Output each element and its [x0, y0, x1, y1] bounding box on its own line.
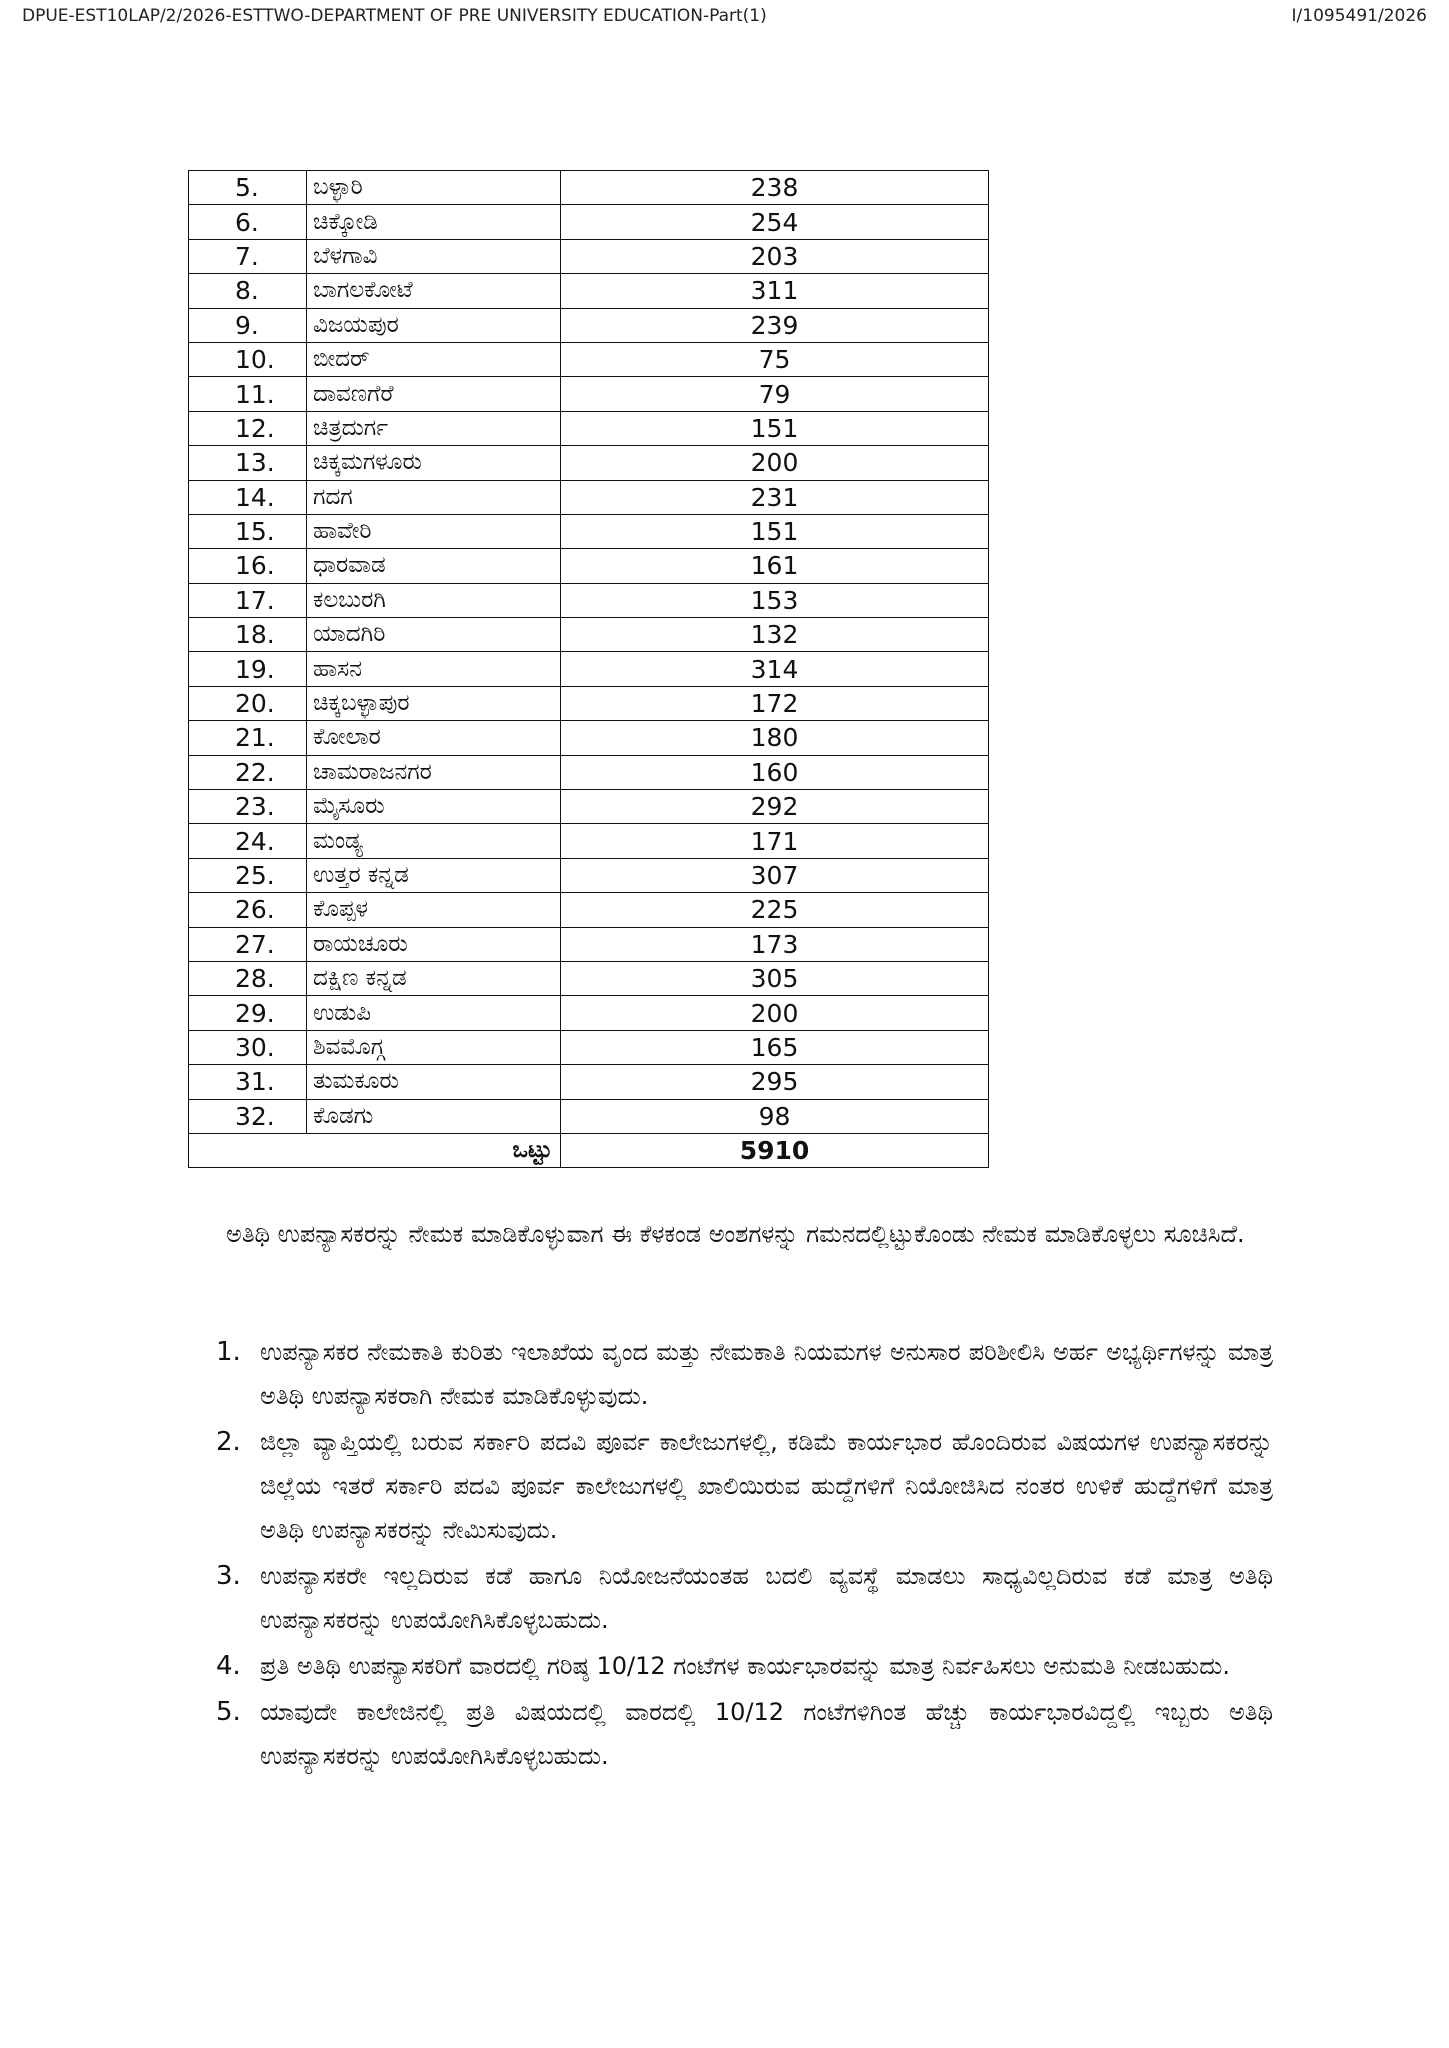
list-item-number: 5.: [216, 1697, 241, 1727]
table-row: [189, 480, 989, 514]
district-name-cell: ಬೀದರ್: [307, 342, 561, 376]
intro-paragraph: [188, 1212, 1273, 1256]
table-row: [189, 893, 989, 927]
serial-number-cell: 12.: [189, 411, 307, 445]
list-item-text: ಜಿಲ್ಲಾ ವ್ಯಾಪ್ತಿಯಲ್ಲಿ ಬರುವ ಸರ್ಕಾರಿ ಪದವಿ ಪೂರ್ವ ಕಾಲೇಜುಗಳಲ್ಲಿ, ಕಡಿಮೆ ಕಾರ್ಯಭಾರ ಹೊಂದಿರುವ ವಿಷಯಗಳ ಉಪನ್ಯಾಸಕರನ್ನು ಜಿಲ್ಲೆಯ ಇತರೆ ಸರ್ಕಾರಿ ಪದವಿ ಪೂರ್ವ ಕಾಲೇಜುಗಳಲ್ಲಿ ಖಾಲಿಯಿರುವ ಹುದ್ದೆಗಳಿಗೆ ನಿಯೋಜಿಸಿದ ನಂತರ ಉಳಿಕೆ ಹುದ್ದೆಗಳಿಗೆ ಮಾತ್ರ ಅತಿಥಿ ಉಪನ್ಯಾಸಕರನ್ನು ನೇಮಿಸುವುದು.: [260, 1428, 1273, 1544]
count-cell: 165: [561, 1030, 989, 1064]
table-row: [189, 411, 989, 445]
table-row: [189, 583, 989, 617]
district-name-cell: ಮೈಸೂರು: [307, 790, 561, 824]
table-row: [189, 342, 989, 376]
count-cell: 305: [561, 961, 989, 995]
serial-number-cell: 16.: [189, 549, 307, 583]
table-row: [189, 618, 989, 652]
count-cell: 160: [561, 755, 989, 789]
district-name-cell: ಚಿಕ್ಕಮಗಳೂರು: [307, 446, 561, 480]
serial-number-cell: 26.: [189, 893, 307, 927]
serial-number-cell: 17.: [189, 583, 307, 617]
serial-number-cell: 7.: [189, 239, 307, 273]
document-reference-header: DPUE-EST10LAP/2/2026-ESTTWO-DEPARTMENT OF PRE UNIVERSITY EDUCATION-Part(1): [22, 6, 767, 26]
table-row: [189, 308, 989, 342]
district-name-cell: ಚಿತ್ರದುರ್ಗ: [307, 411, 561, 445]
list-item: [188, 1330, 1273, 1418]
district-name-cell: ಮಂಡ್ಯ: [307, 824, 561, 858]
count-cell: 254: [561, 205, 989, 239]
list-item: [188, 1420, 1273, 1552]
district-name-cell: ಚಿಕ್ಕೋಡಿ: [307, 205, 561, 239]
district-name-cell: ಬಾಗಲಕೋಟೆ: [307, 274, 561, 308]
list-item-number: 4.: [216, 1651, 241, 1681]
serial-number-cell: 30.: [189, 1030, 307, 1064]
district-name-cell: ಚಾಮರಾಜನಗರ: [307, 755, 561, 789]
district-name-cell: ಧಾರವಾಡ: [307, 549, 561, 583]
serial-number-cell: 24.: [189, 824, 307, 858]
file-number-header: I/1095491/2026: [1291, 6, 1427, 26]
serial-number-cell: 6.: [189, 205, 307, 239]
list-item-text: ಉಪನ್ಯಾಸಕರೇ ಇಲ್ಲದಿರುವ ಕಡೆ ಹಾಗೂ ನಿಯೋಜನೆಯಂತಹ ಬದಲಿ ವ್ಯವಸ್ಥೆ ಮಾಡಲು ಸಾಧ್ಯವಿಲ್ಲದಿರುವ ಕಡೆ ಮಾತ್ರ ಅತಿಥಿ ಉಪನ್ಯಾಸಕರನ್ನು ಉಪಯೋಗಿಸಿಕೊಳ್ಳಬಹುದು.: [260, 1562, 1273, 1634]
count-cell: 200: [561, 996, 989, 1030]
district-name-cell: ದಾವಣಗೆರೆ: [307, 377, 561, 411]
count-cell: 231: [561, 480, 989, 514]
count-cell: 200: [561, 446, 989, 480]
district-name-cell: ಯಾದಗಿರಿ: [307, 618, 561, 652]
district-name-cell: ದಕ್ಷಿಣ ಕನ್ನಡ: [307, 961, 561, 995]
table-row: [189, 686, 989, 720]
table-row: [189, 1099, 989, 1133]
count-cell: 79: [561, 377, 989, 411]
count-cell: 173: [561, 927, 989, 961]
serial-number-cell: 8.: [189, 274, 307, 308]
list-item-number: 3.: [216, 1561, 241, 1591]
count-cell: 292: [561, 790, 989, 824]
serial-number-cell: 14.: [189, 480, 307, 514]
count-cell: 225: [561, 893, 989, 927]
table-row: [189, 961, 989, 995]
district-name-cell: ಶಿವಮೊಗ್ಗ: [307, 1030, 561, 1064]
district-name-cell: ಬಳ್ಳಾರಿ: [307, 171, 561, 205]
table-row: [189, 996, 989, 1030]
serial-number-cell: 23.: [189, 790, 307, 824]
district-name-cell: ತುಮಕೂರು: [307, 1065, 561, 1099]
count-cell: 151: [561, 514, 989, 548]
serial-number-cell: 9.: [189, 308, 307, 342]
table-row: [189, 1030, 989, 1064]
district-name-cell: ಉತ್ತರ ಕನ್ನಡ: [307, 858, 561, 892]
table-row: [189, 274, 989, 308]
table-row: [189, 721, 989, 755]
serial-number-cell: 15.: [189, 514, 307, 548]
table-row: [189, 446, 989, 480]
serial-number-cell: 28.: [189, 961, 307, 995]
list-item-number: 2.: [216, 1427, 241, 1457]
count-cell: 132: [561, 618, 989, 652]
table-row: [189, 858, 989, 892]
list-item-text: ಪ್ರತಿ ಅತಿಥಿ ಉಪನ್ಯಾಸಕರಿಗೆ ವಾರದಲ್ಲಿ ಗರಿಷ್ಠ 10/12 ಗಂಟೆಗಳ ಕಾರ್ಯಭಾರವನ್ನು ಮಾತ್ರ ನಿರ್ವಹಿಸಲು ಅನುಮತಿ ನೀಡಬಹುದು.: [260, 1652, 1231, 1680]
list-item: [188, 1554, 1273, 1642]
count-cell: 203: [561, 239, 989, 273]
count-cell: 180: [561, 721, 989, 755]
list-item: [188, 1690, 1273, 1778]
serial-number-cell: 32.: [189, 1099, 307, 1133]
district-name-cell: ಹಾಸನ: [307, 652, 561, 686]
serial-number-cell: 5.: [189, 171, 307, 205]
table-row: [189, 377, 989, 411]
serial-number-cell: 21.: [189, 721, 307, 755]
district-name-cell: ಗದಗ: [307, 480, 561, 514]
serial-number-cell: 11.: [189, 377, 307, 411]
instructions-list: [188, 1330, 1273, 1780]
district-name-cell: ಹಾವೇರಿ: [307, 514, 561, 548]
table-row: [189, 549, 989, 583]
count-cell: 239: [561, 308, 989, 342]
table-row: [189, 239, 989, 273]
list-item-text: ಉಪನ್ಯಾಸಕರ ನೇಮಕಾತಿ ಕುರಿತು ಇಲಾಖೆಯ ವೃಂದ ಮತ್ತು ನೇಮಕಾತಿ ನಿಯಮಗಳ ಅನುಸಾರ ಪರಿಶೀಲಿಸಿ ಅರ್ಹ ಅಭ್ಯರ್ಥಿಗಳನ್ನು ಮಾತ್ರ ಅತಿಥಿ ಉಪನ್ಯಾಸಕರಾಗಿ ನೇಮಕ ಮಾಡಿಕೊಳ್ಳುವುದು.: [260, 1338, 1273, 1410]
serial-number-cell: 20.: [189, 686, 307, 720]
serial-number-cell: 27.: [189, 927, 307, 961]
count-cell: 314: [561, 652, 989, 686]
district-name-cell: ಬೆಳಗಾವಿ: [307, 239, 561, 273]
district-name-cell: ಉಡುಪಿ: [307, 996, 561, 1030]
serial-number-cell: 13.: [189, 446, 307, 480]
district-name-cell: ಕೊಪ್ಪಳ: [307, 893, 561, 927]
serial-number-cell: 18.: [189, 618, 307, 652]
table-row: [189, 927, 989, 961]
count-cell: 295: [561, 1065, 989, 1099]
district-name-cell: ಕೋಲಾರ: [307, 721, 561, 755]
list-item-number: 1.: [216, 1337, 241, 1367]
district-name-cell: ಕಲಬುರಗಿ: [307, 583, 561, 617]
table-row: [189, 1065, 989, 1099]
count-cell: 171: [561, 824, 989, 858]
count-cell: 172: [561, 686, 989, 720]
district-name-cell: ರಾಯಚೂರು: [307, 927, 561, 961]
serial-number-cell: 25.: [189, 858, 307, 892]
list-item-text: ಯಾವುದೇ ಕಾಲೇಜಿನಲ್ಲಿ ಪ್ರತಿ ವಿಷಯದಲ್ಲಿ ವಾರದಲ್ಲಿ 10/12 ಗಂಟೆಗಳಿಗಿಂತ ಹೆಚ್ಚು ಕಾರ್ಯಭಾರವಿದ್ದಲ್ಲಿ ಇಬ್ಬರು ಅತಿಥಿ ಉಪನ್ಯಾಸಕರನ್ನು ಉಪಯೋಗಿಸಿಕೊಳ್ಳಬಹುದು.: [260, 1698, 1273, 1770]
list-item: [188, 1644, 1273, 1688]
count-cell: 311: [561, 274, 989, 308]
count-cell: 151: [561, 411, 989, 445]
count-cell: 238: [561, 171, 989, 205]
count-cell: 161: [561, 549, 989, 583]
table-row: [189, 205, 989, 239]
district-name-cell: ವಿಜಯಪುರ: [307, 308, 561, 342]
table-row: [189, 171, 989, 205]
count-cell: 153: [561, 583, 989, 617]
count-cell: 307: [561, 858, 989, 892]
table-row: [189, 652, 989, 686]
total-label: ಒಟ್ಟು: [189, 1133, 561, 1167]
table-row: [189, 790, 989, 824]
total-row: [189, 1133, 989, 1167]
intro-text: ಅತಿಥಿ ಉಪನ್ಯಾಸಕರನ್ನು ನೇಮಕ ಮಾಡಿಕೊಳ್ಳುವಾಗ ಈ ಕೆಳಕಂಡ ಅಂಶಗಳನ್ನು ಗಮನದಲ್ಲಿಟ್ಟುಕೊಂಡು ನೇಮಕ ಮಾಡಿಕೊಳ್ಳಲು ಸೂಚಿಸಿದೆ.: [226, 1220, 1245, 1248]
table-body: [189, 171, 989, 1134]
district-name-cell: ಕೊಡಗು: [307, 1099, 561, 1133]
total-value: 5910: [561, 1133, 989, 1167]
count-cell: 75: [561, 342, 989, 376]
serial-number-cell: 19.: [189, 652, 307, 686]
serial-number-cell: 31.: [189, 1065, 307, 1099]
district-allocation-table: [188, 170, 989, 1168]
table-row: [189, 755, 989, 789]
serial-number-cell: 10.: [189, 342, 307, 376]
serial-number-cell: 22.: [189, 755, 307, 789]
table-row: [189, 824, 989, 858]
serial-number-cell: 29.: [189, 996, 307, 1030]
district-name-cell: ಚಿಕ್ಕಬಳ್ಳಾಪುರ: [307, 686, 561, 720]
count-cell: 98: [561, 1099, 989, 1133]
table-row: [189, 514, 989, 548]
